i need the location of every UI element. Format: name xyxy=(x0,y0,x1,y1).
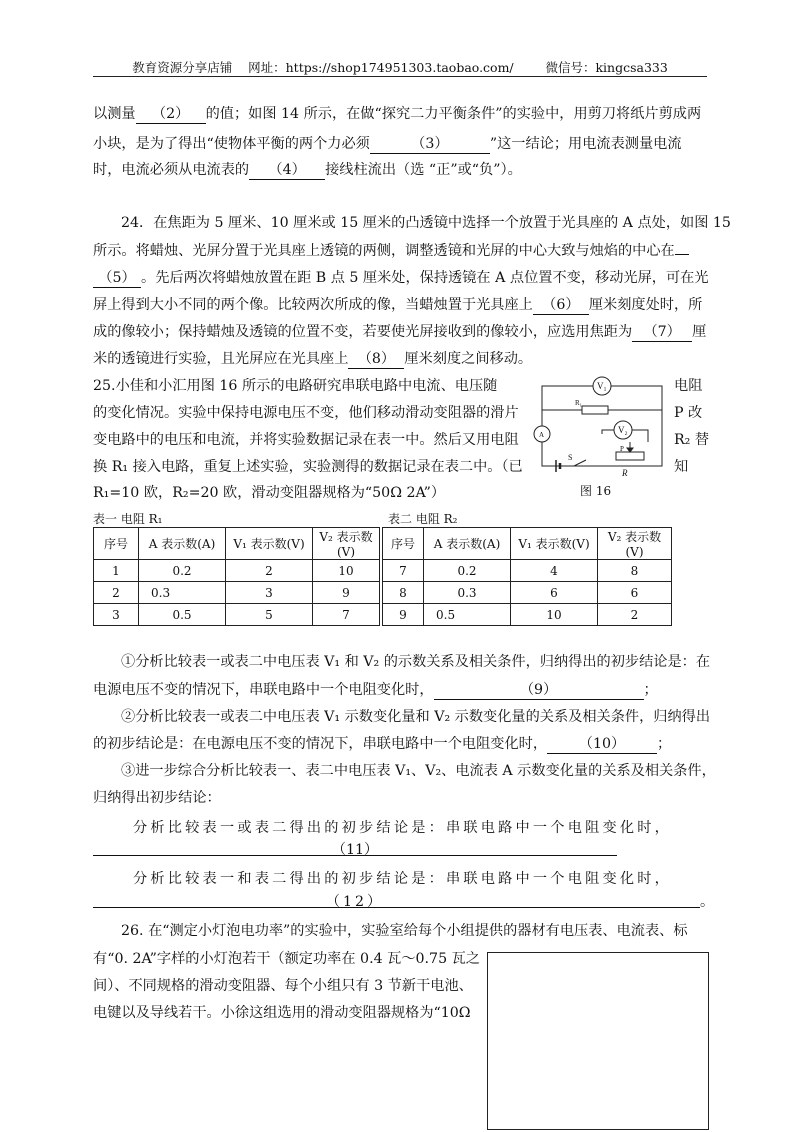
q26-line2: 有“0. 2A”字样的小灯泡若干（额定功率在 0.4 瓦～0.75 瓦之 xyxy=(93,951,480,967)
analysis-3b: 归纳得出初步结论： xyxy=(93,790,221,806)
blank-5[interactable]: （5） xyxy=(93,269,141,288)
q25-line5: R₁=10 欧，R₂=20 欧，滑动变阻器规格为“50Ω 2A”） xyxy=(93,485,446,501)
q25-right4: 知 xyxy=(674,459,689,475)
table-row: 7 0.2 4 8 xyxy=(383,560,672,582)
svg-text:P: P xyxy=(620,445,624,453)
table-header-row: 序号 A 表示数(A) V₁ 表示数(V) V₂ 表示数(V) xyxy=(94,528,380,560)
blank-11[interactable]: （11） xyxy=(331,842,379,858)
q23-line2: 小块，是为了得出“使物体平衡的两个力必须 （3） ”这一结论；用电流表测量电流 xyxy=(93,136,682,152)
wechat-id: kingcsa333 xyxy=(595,60,668,75)
analysis-4: 分析比较表一或表二得出的初步结论是：串联电路中一个电阻变化时， xyxy=(133,820,673,836)
table2 xyxy=(382,527,672,626)
header-divider xyxy=(93,76,707,77)
table1 xyxy=(93,527,380,626)
table-row: 1 0.2 2 10 xyxy=(94,560,380,582)
q24-line5: 成的像较小；保持蜡烛及透镜的位置不变，若要使光屏接收到的像较小，应选用焦距为 （7） 厘 xyxy=(93,324,707,340)
table-row: 2 0.3 3 9 xyxy=(94,582,380,604)
table-header-row: 序号 A 表示数(A) V₁ 表示数(V) V₂ 表示数(V) xyxy=(383,528,672,560)
analysis-3: ③进一步综合分析比较表一、表二中电压表 V₁、V₂、电流表 A 示数变化量的关系及相关条件， xyxy=(121,763,716,779)
analysis-1b: 电源电压不变的情况下，串联电路中一个电阻变化时， （9） ； xyxy=(93,682,658,698)
svg-text:R: R xyxy=(622,468,628,478)
answer-box[interactable] xyxy=(487,952,709,1130)
analysis-5: 分析比较表一和表二得出的初步结论是：串联电路中一个电阻变化时， xyxy=(133,871,673,887)
url-label: 网址： xyxy=(248,60,286,75)
q25-right2: P 改 xyxy=(674,405,703,421)
table-row: 8 0.3 6 6 xyxy=(383,582,672,604)
q25-line1: 25.小佳和小汇用图 16 所示的电路研究串联电路中电流、电压随 xyxy=(93,378,498,394)
q24-line3: （5） 。先后两次将蜡烛放置在距 B 点 5 厘米处，保持透镜在 A 点位置不变，移动光屏，可在光 xyxy=(93,263,707,293)
table1-caption: 表一 电阻 R₁ xyxy=(93,512,163,526)
q24-line2: 所示。将蜡烛、光屏分置于光具座上透镜的两侧，调整透镜和光屏的中心大致与烛焰的中心在 xyxy=(93,236,707,266)
q24-line4: 屏上得到大小不同的两个像。比较两次所成的像，当蜡烛置于光具座上 （6） 厘米刻度处时，所 xyxy=(93,297,703,313)
svg-text:V₁: V₁ xyxy=(597,381,607,391)
resistor-r1-icon xyxy=(582,406,608,414)
analysis-1: ①分析比较表一或表二中电压表 V₁ 和 V₂ 的示数关系及相关条件，归纳得出的初步结论是：在 xyxy=(121,654,711,670)
wechat-label: 微信号： xyxy=(545,60,596,75)
q23-line3: 时，电流必须从电流表的 （4） 接线柱流出（选 “正”或“负”）。 xyxy=(93,162,522,178)
table-row: 3 0.5 5 7 xyxy=(94,604,380,626)
table2-caption: 表二 电阻 R₂ xyxy=(388,512,458,526)
blank-6[interactable]: （6） xyxy=(533,296,589,315)
q26-line4: 电键以及导线若干。小徐这组选用的滑动变阻器规格为“10Ω xyxy=(93,1005,471,1021)
q25-line2: 的变化情况。实验中保持电源电压不变，他们移动滑动变阻器的滑片 xyxy=(93,405,519,421)
blank-2[interactable]: （2） xyxy=(136,105,206,124)
circuit-diagram xyxy=(520,372,670,482)
svg-text:R₁: R₁ xyxy=(575,399,583,407)
svg-text:V₂: V₂ xyxy=(618,425,628,435)
q23-line1: 以测量 （2） 的值；如图 14 所示，在做“探究二力平衡条件”的实验中，用剪刀将纸片剪成两 xyxy=(93,106,702,122)
blank-12[interactable]: （12） xyxy=(325,894,385,910)
table-row: 9 0.5 10 2 xyxy=(383,604,672,626)
q25-line3: 变电路中的电压和电流，并将实验数据记录在表一中。然后又用电阻 xyxy=(93,432,519,448)
q26-line3: 间）、不同规格的滑动变阻器、每个小组只有 3 节新干电池、 xyxy=(93,978,473,994)
q26-line1: 26. 在“测定小灯泡电功率”的实验中，实验室给每个小组提供的器材有电压表、电流表、标 xyxy=(121,923,688,939)
analysis-2: ②分析比较表一或表二中电压表 V₁ 示数变化量和 V₂ 示数变化量的关系及相关条件，归纳得出 xyxy=(121,709,711,725)
shop-name: 教育资源分享店铺 xyxy=(132,60,233,75)
blank-4[interactable]: （4） xyxy=(249,161,325,180)
shop-url[interactable]: https://shop174951303.taobao.com/ xyxy=(285,60,514,75)
q25-right1: 电阻 xyxy=(674,378,703,394)
analysis-2b: 的初步结论是：在电源电压不变的情况下，串联电路中一个电阻变化时， （10） ； xyxy=(93,736,672,752)
q24-line1: 24．在焦距为 5 厘米、10 厘米或 15 厘米的凸透镜中选择一个放置于光具座的 A 点处，如图 15 xyxy=(121,215,731,231)
rheostat-icon xyxy=(616,452,644,460)
blank-9[interactable]: （9） xyxy=(434,681,644,700)
blank-8[interactable]: （8） xyxy=(348,350,404,369)
svg-text:A: A xyxy=(539,431,545,439)
page-header xyxy=(93,58,707,76)
q25-line4: 换 R₁ 接入电路，重复上述实验，实验测得的数据记录在表二中。（已 xyxy=(93,459,523,475)
blank-10[interactable]: （10） xyxy=(547,735,657,754)
figure-16-caption: 图 16 xyxy=(580,484,612,498)
q24-line6: 米的透镜进行实验，且光屏应在光具座上 （8） 厘米刻度之间移动。 xyxy=(93,351,533,367)
q25-right3: R₂ 替 xyxy=(674,432,710,448)
svg-text:S: S xyxy=(568,453,573,462)
blank-7[interactable]: （7） xyxy=(632,323,692,342)
blank-3[interactable]: （3） xyxy=(370,135,490,154)
switch-icon xyxy=(574,460,586,466)
